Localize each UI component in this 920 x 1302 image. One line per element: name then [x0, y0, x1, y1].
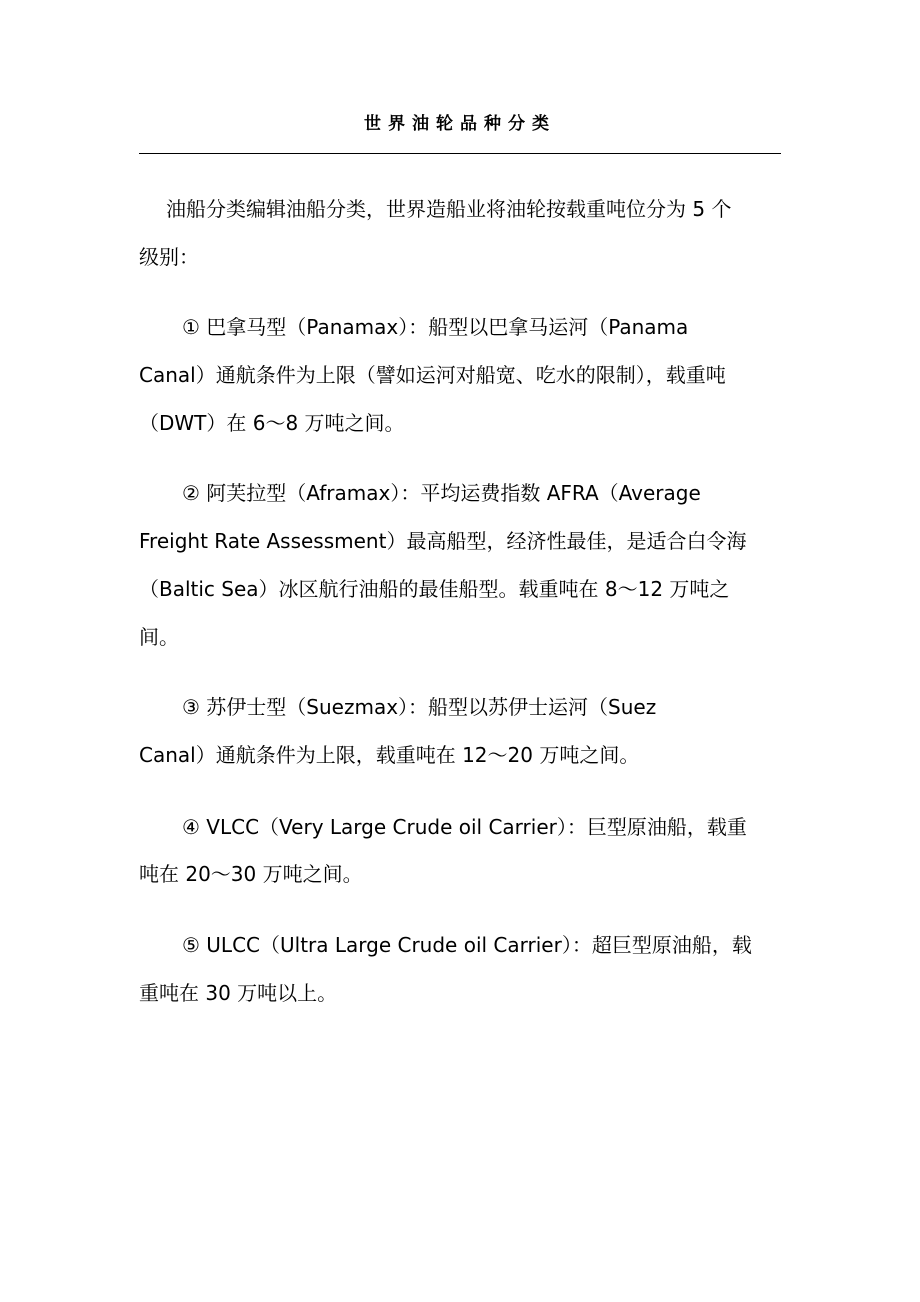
- item-line: ⑤ ULCC（Ultra Large Crude oil Carrier）：超巨型原油船，载: [182, 933, 752, 957]
- page-title: 世界油轮品种分类: [364, 114, 556, 134]
- item-line: ④ VLCC（Very Large Crude oil Carrier）：巨型原油船，载重: [182, 815, 747, 839]
- item-line: ② 阿芙拉型（Aframax）：平均运费指数 AFRA（Average: [182, 481, 701, 505]
- item-line: 间。: [139, 625, 179, 649]
- intro-line: 级别：: [139, 245, 199, 269]
- item-line: Canal）通航条件为上限（譬如运河对船宽、吃水的限制），载重吨: [139, 363, 726, 387]
- item-line: 重吨在 30 万吨以上。: [139, 981, 338, 1005]
- intro-line: 油船分类编辑油船分类，世界造船业将油轮按载重吨位分为 5 个: [166, 197, 732, 221]
- item-line: 吨在 20～30 万吨之间。: [139, 862, 363, 886]
- item-line: Freight Rate Assessment）最高船型，经济性最佳，是适合白令海: [139, 529, 747, 553]
- item-line: Canal）通航条件为上限，载重吨在 12～20 万吨之间。: [139, 743, 640, 767]
- item-line: ③ 苏伊士型（Suezmax）：船型以苏伊士运河（Suez: [182, 695, 657, 719]
- title-divider: [139, 153, 781, 154]
- item-line: ① 巴拿马型（Panamax）：船型以巴拿马运河（Panama: [182, 315, 689, 339]
- item-line: （DWT）在 6～8 万吨之间。: [139, 411, 405, 435]
- item-line: （Baltic Sea）冰区航行油船的最佳船型。载重吨在 8～12 万吨之: [139, 577, 730, 601]
